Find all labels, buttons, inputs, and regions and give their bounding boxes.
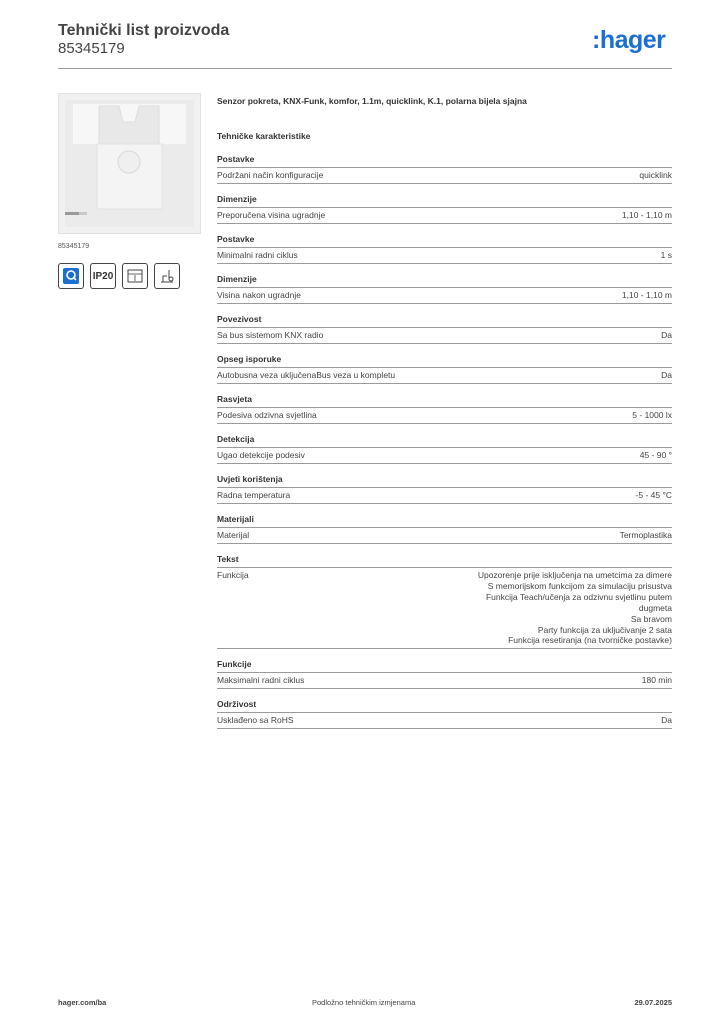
spec-value bbox=[620, 530, 672, 541]
spec-value-line: Funkcija resetiranja (na tvorničke postavke) bbox=[508, 635, 672, 646]
spec-label: Ugao detekcije podesiv bbox=[217, 450, 305, 460]
spec-label: Visina nakon ugradnje bbox=[217, 290, 301, 300]
spec-row bbox=[217, 673, 672, 689]
spec-section bbox=[217, 234, 672, 264]
spec-value bbox=[639, 170, 672, 181]
spec-row bbox=[217, 208, 672, 224]
spec-value-line: Funkcija Teach/učenja za odzivnu svjetlinu putem bbox=[485, 591, 672, 602]
spec-section bbox=[217, 394, 672, 424]
spec-label: Funkcija bbox=[217, 570, 249, 580]
spec-value-line: 180 min bbox=[641, 675, 672, 686]
spec-label: Podržani način konfiguracije bbox=[217, 170, 324, 180]
footer-notice: Podložno tehničkim izmjenama bbox=[312, 998, 416, 1007]
spec-row bbox=[217, 408, 672, 424]
product-image bbox=[58, 93, 201, 234]
product-code: 85345179 bbox=[58, 40, 125, 57]
spec-value-line: 1,10 - 1,10 m bbox=[621, 210, 672, 220]
ip20-badge-icon: IP20 bbox=[90, 263, 116, 289]
spec-value bbox=[622, 290, 672, 301]
section-title: Povezivost bbox=[217, 314, 672, 328]
footer-website: hager.com/ba bbox=[58, 998, 107, 1007]
spec-value bbox=[661, 370, 672, 381]
installation-height-icon bbox=[122, 263, 148, 289]
spec-section bbox=[217, 434, 672, 464]
spec-value-line: Upozorenje prije isključenja na umetcima za dimere bbox=[477, 570, 672, 580]
section-title: Dimenzije bbox=[217, 194, 672, 208]
spec-value-line: S memorijskom funkcijom za simulaciju prisustva bbox=[487, 580, 672, 591]
spec-section bbox=[217, 659, 672, 689]
spec-value bbox=[661, 250, 672, 261]
spec-value bbox=[640, 450, 672, 461]
spec-row bbox=[217, 368, 672, 384]
tech-heading: Tehničke karakteristike bbox=[217, 131, 311, 141]
section-title: Uvjeti korištenja bbox=[217, 474, 672, 488]
spec-section bbox=[217, 274, 672, 304]
section-title: Funkcije bbox=[217, 659, 672, 673]
spec-section bbox=[217, 194, 672, 224]
spec-label: Materijal bbox=[217, 530, 250, 540]
spec-row bbox=[217, 713, 672, 729]
section-title: Rasvjeta bbox=[217, 394, 672, 408]
spec-section bbox=[217, 354, 672, 384]
spec-row bbox=[217, 248, 672, 264]
spec-value-line: quicklink bbox=[639, 170, 672, 180]
page-title: Tehnički list proizvoda bbox=[58, 22, 230, 39]
mounting-icon bbox=[154, 263, 180, 289]
spec-value bbox=[632, 410, 672, 421]
product-image-drawing bbox=[59, 94, 200, 233]
spec-value-line: Da bbox=[661, 715, 672, 726]
section-title: Opseg isporuke bbox=[217, 354, 672, 368]
section-title: Tekst bbox=[217, 554, 672, 568]
section-title: Postavke bbox=[217, 154, 672, 168]
product-image-code: 85345179 bbox=[58, 243, 90, 250]
spec-row bbox=[217, 328, 672, 344]
spec-value bbox=[622, 210, 672, 221]
spec-section bbox=[217, 154, 672, 184]
spec-label: Autobusna veza uključenaBus veza u kompletu bbox=[217, 370, 396, 380]
spec-value-line: dugmeta bbox=[638, 602, 672, 613]
spec-label: Radna temperatura bbox=[217, 490, 291, 500]
spec-sections bbox=[217, 154, 672, 729]
spec-row bbox=[217, 288, 672, 304]
spec-section bbox=[217, 514, 672, 544]
spec-row bbox=[217, 448, 672, 464]
spec-value-line: 1 s bbox=[660, 250, 672, 260]
section-title: Materijali bbox=[217, 514, 672, 528]
section-title: Održivost bbox=[217, 699, 672, 713]
spec-value-line: Da bbox=[661, 330, 672, 340]
spec-value bbox=[478, 570, 672, 646]
spec-label: Minimalni radni ciklus bbox=[217, 250, 298, 260]
spec-label: Sa bus sistemom KNX radio bbox=[217, 330, 324, 340]
spec-section bbox=[217, 474, 672, 504]
quicklink-badge-icon bbox=[58, 263, 84, 289]
spec-value bbox=[661, 330, 672, 341]
section-title: Postavke bbox=[217, 234, 672, 248]
spec-row bbox=[217, 568, 672, 649]
spec-value-line: 1,10 - 1,10 m bbox=[621, 290, 672, 300]
spec-label: Preporučena visina ugradnje bbox=[217, 210, 326, 220]
spec-section bbox=[217, 699, 672, 729]
spec-value bbox=[661, 715, 672, 726]
spec-section bbox=[217, 554, 672, 649]
badge-list bbox=[58, 263, 180, 289]
spec-value-line: Da bbox=[661, 370, 672, 380]
spec-label: Usklađeno sa RoHS bbox=[217, 715, 294, 726]
spec-value bbox=[636, 490, 672, 501]
spec-row bbox=[217, 528, 672, 544]
spec-value-line: Sa bravom bbox=[630, 613, 672, 624]
section-title: Detekcija bbox=[217, 434, 672, 448]
spec-value bbox=[642, 675, 672, 686]
spec-content bbox=[217, 96, 672, 729]
footer-date: 29.07.2025 bbox=[634, 998, 672, 1007]
spec-row bbox=[217, 168, 672, 184]
product-title: Senzor pokreta, KNX-Funk, komfor, 1.1m, quicklink, K.1, polarna bijela sjajna bbox=[217, 96, 527, 106]
section-title: Dimenzije bbox=[217, 274, 672, 288]
spec-value-line: Party funkcija za uključivanje 2 sata bbox=[537, 624, 672, 635]
hager-logo: :hager bbox=[592, 26, 666, 54]
spec-value-line: 5 - 1000 lx bbox=[632, 410, 672, 420]
spec-value-line: Termoplastika bbox=[619, 530, 672, 540]
spec-section bbox=[217, 314, 672, 344]
spec-row bbox=[217, 488, 672, 504]
spec-label: Maksimalni radni ciklus bbox=[217, 675, 305, 686]
header-divider bbox=[58, 68, 672, 69]
spec-label: Podesiva odzivna svjetlina bbox=[217, 410, 317, 420]
spec-value-line: 45 - 90 ° bbox=[639, 450, 672, 460]
spec-value-line: -5 - 45 °C bbox=[635, 490, 672, 500]
